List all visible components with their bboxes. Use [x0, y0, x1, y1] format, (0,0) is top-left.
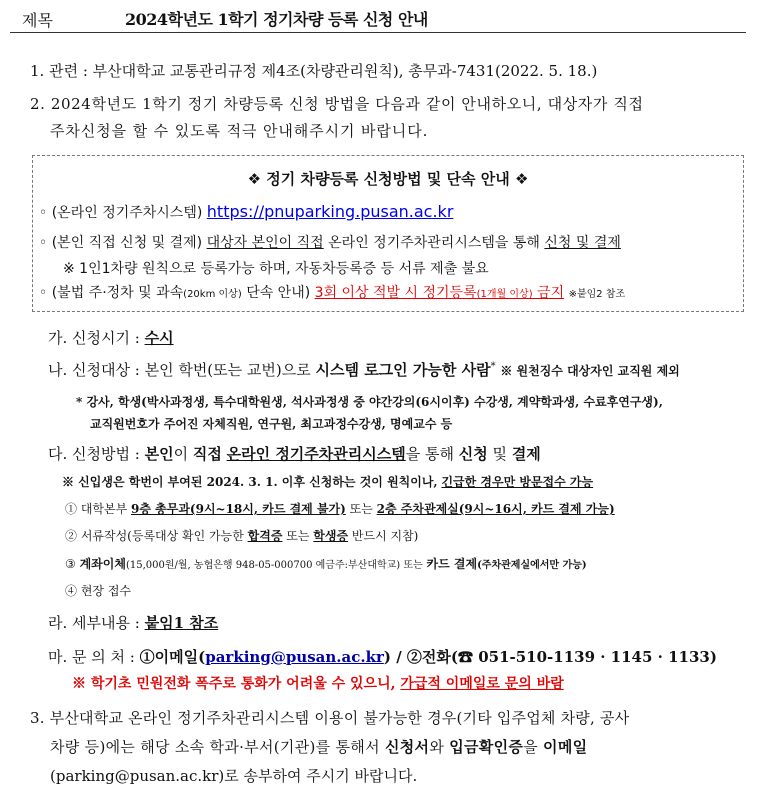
ban-warning-text: 3회 이상 적발 시 정기등록	[314, 285, 477, 301]
direct-apply-self: 대상자 본인이 직접	[206, 235, 324, 251]
ban-word: 금지	[537, 285, 565, 301]
direct-apply-label: ◦ (본인 직접 신청 및 결제)	[39, 235, 203, 251]
step-2-c: 또는	[286, 529, 310, 543]
ma-warning	[72, 673, 564, 693]
step-4: ④ 현장 접수	[65, 584, 131, 598]
item-2-line-2: 주차신청을 할 수 있도록 적극 안내해주시기 바랍니다.	[50, 122, 429, 140]
ra-value: 붙임1 참조	[144, 614, 219, 632]
ma-warning-2: 가급적 이메일로 문의 바람	[400, 676, 564, 692]
ma-warning-1: ※ 학기초 민원전화 폭주로 통화가 어려울 수 있으니,	[72, 676, 396, 692]
item-ra	[48, 612, 218, 633]
online-system-label: ◦ (온라인 정기주차시스템)	[39, 205, 203, 221]
notice-box-title: ❖ 정기 차량등록 신청방법 및 단속 안내 ❖	[247, 170, 529, 188]
ga-label: 가. 신청시기 :	[48, 329, 140, 347]
ban-duration: (1개월 이상)	[476, 289, 533, 300]
da-and: 및	[492, 445, 508, 463]
item-3-line-2	[50, 736, 587, 757]
step-1-d: 2층 주차관제실(9시~16시, 카드 결제 가능)	[376, 502, 615, 516]
item-da	[48, 443, 541, 464]
subject-label: 제목	[22, 11, 53, 30]
item-3-form: 신청서	[384, 738, 430, 756]
document-title: 2024학년도 1학기 정기차량 등록 신청 안내	[125, 10, 428, 29]
document-header	[10, 4, 746, 33]
speeding-threshold: (20km 이상)	[183, 289, 242, 300]
da-apply: 신청	[458, 445, 488, 463]
na-sub-1: * 강사, 학생(박사과정생, 특수대학원생, 석사과정생 중 야간강의(6시이후) 수강생, 계약학과생, 수료후연구생),	[76, 395, 663, 409]
da-pay: 결제	[511, 445, 541, 463]
item-na	[48, 359, 680, 380]
na-label: 나. 신청대상 : 본인 학번(또는 교번)으로	[48, 361, 311, 379]
step-3-b: 계좌이체	[79, 557, 126, 571]
email-link[interactable]: parking@pusan.ac.kr	[205, 648, 384, 666]
step-2-a: ② 서류작성(등록대상 확인 가능한	[65, 529, 244, 543]
illegal-parking-label: ◦ (불법 주·정차 및 과속	[39, 285, 184, 301]
step-3-a: ③	[65, 557, 76, 571]
step-1	[65, 500, 615, 517]
step-2-b: 합격증	[247, 529, 283, 543]
da-direct: 직접	[192, 445, 222, 463]
direct-apply-end: 신청 및 결제	[544, 235, 621, 251]
ga-value: 수시	[144, 329, 174, 347]
direct-apply-system: 온라인 정기주차관리시스템을 통해	[328, 235, 540, 251]
item-3-a: 차량 등)에는 해당 소속 학과·부서(기관)를 통해서	[50, 738, 380, 756]
na-star: *	[490, 361, 496, 372]
ma-label: 마. 문 의 처 :	[48, 648, 135, 666]
da-self: 본인	[144, 445, 174, 463]
step-2-e: 반드시 지참)	[351, 529, 419, 543]
step-2-d: 학생증	[313, 529, 349, 543]
da-through: 을 통해	[405, 445, 454, 463]
parking-system-link[interactable]: https://pnuparking.pusan.ac.kr	[206, 202, 454, 221]
item-ga	[48, 327, 174, 348]
illegal-parking-line	[39, 282, 625, 302]
newcomer-text: ※ 신입생은 학번이 부여된 2024. 3. 1. 이후 신청하는 것이 원칙이나,	[62, 475, 438, 489]
direct-apply-line	[39, 232, 621, 252]
newcomer-note	[62, 473, 593, 490]
na-note: ※ 원천징수 대상자인 교직원 제외	[500, 364, 680, 378]
illegal-parking-mid: 단속 안내)	[246, 285, 311, 301]
attachment-2-ref: ※붙임2 참조	[568, 289, 626, 300]
step-3-c: (15,000원/월, 농협은행 948-05-000700 예금주:부산대학교) 또는	[125, 560, 423, 571]
item-3-line-1: 3. 부산대학교 온라인 정기주차관리시스템 이용이 불가능한 경우(기타 입주업체 차량, 공사	[30, 709, 630, 727]
item-3-email: 이메일	[543, 738, 588, 756]
item-ma	[48, 646, 717, 667]
da-system: 온라인 정기주차관리시스템	[226, 445, 406, 463]
ma-email-post: ) / ②전화(☎ 051-510-1139 · 1145 · 1133)	[383, 648, 717, 666]
online-system-line	[39, 202, 453, 222]
step-3-e: (주차관제실에서만 가능)	[477, 560, 587, 571]
item-3-and: 와	[429, 738, 445, 756]
na-bold: 시스템 로그인 가능한 사람	[315, 361, 491, 379]
da-label: 다. 신청방법 :	[48, 445, 140, 463]
item-3-receipt: 입금확인증	[449, 738, 524, 756]
step-1-a: ① 대학본부	[65, 502, 128, 516]
item-3-line-3: (parking@pusan.ac.kr)로 송부하여 주시기 바랍니다.	[50, 767, 418, 785]
one-car-note: ※ 1인1차량 원칙으로 등록가능 하며, 자동차등록증 등 서류 제출 불요	[63, 261, 489, 277]
ma-email-pre: ①이메일(	[139, 648, 206, 666]
step-3	[65, 555, 587, 572]
step-1-b: 9층 총무과(9시~18시, 카드 결제 불가)	[131, 502, 346, 516]
ra-label: 라. 세부내용 :	[48, 614, 140, 632]
ban-warning	[315, 285, 564, 301]
na-sub-2: 교직원번호가 주어진 자체직원, 연구원, 최고과정수강생, 명예교수 등	[90, 417, 453, 431]
item-3-eul: 을	[523, 738, 538, 756]
step-2	[65, 527, 418, 544]
item-2-line-1: 2. 2024학년도 1학기 정기 차량등록 신청 방법을 다음과 같이 안내하오니, 대상자가 직접	[30, 95, 644, 113]
step-1-c: 또는	[349, 502, 373, 516]
step-3-d: 카드 결제	[426, 557, 478, 571]
da-i: 이	[173, 445, 189, 463]
notice-box	[32, 155, 744, 312]
item-1: 1. 관련 : 부산대학교 교통관리규정 제4조(차량관리원칙), 총무과-7431(2022. 5. 18.)	[30, 62, 598, 80]
newcomer-emergency: 긴급한 경우만 방문접수 가능	[441, 475, 594, 489]
